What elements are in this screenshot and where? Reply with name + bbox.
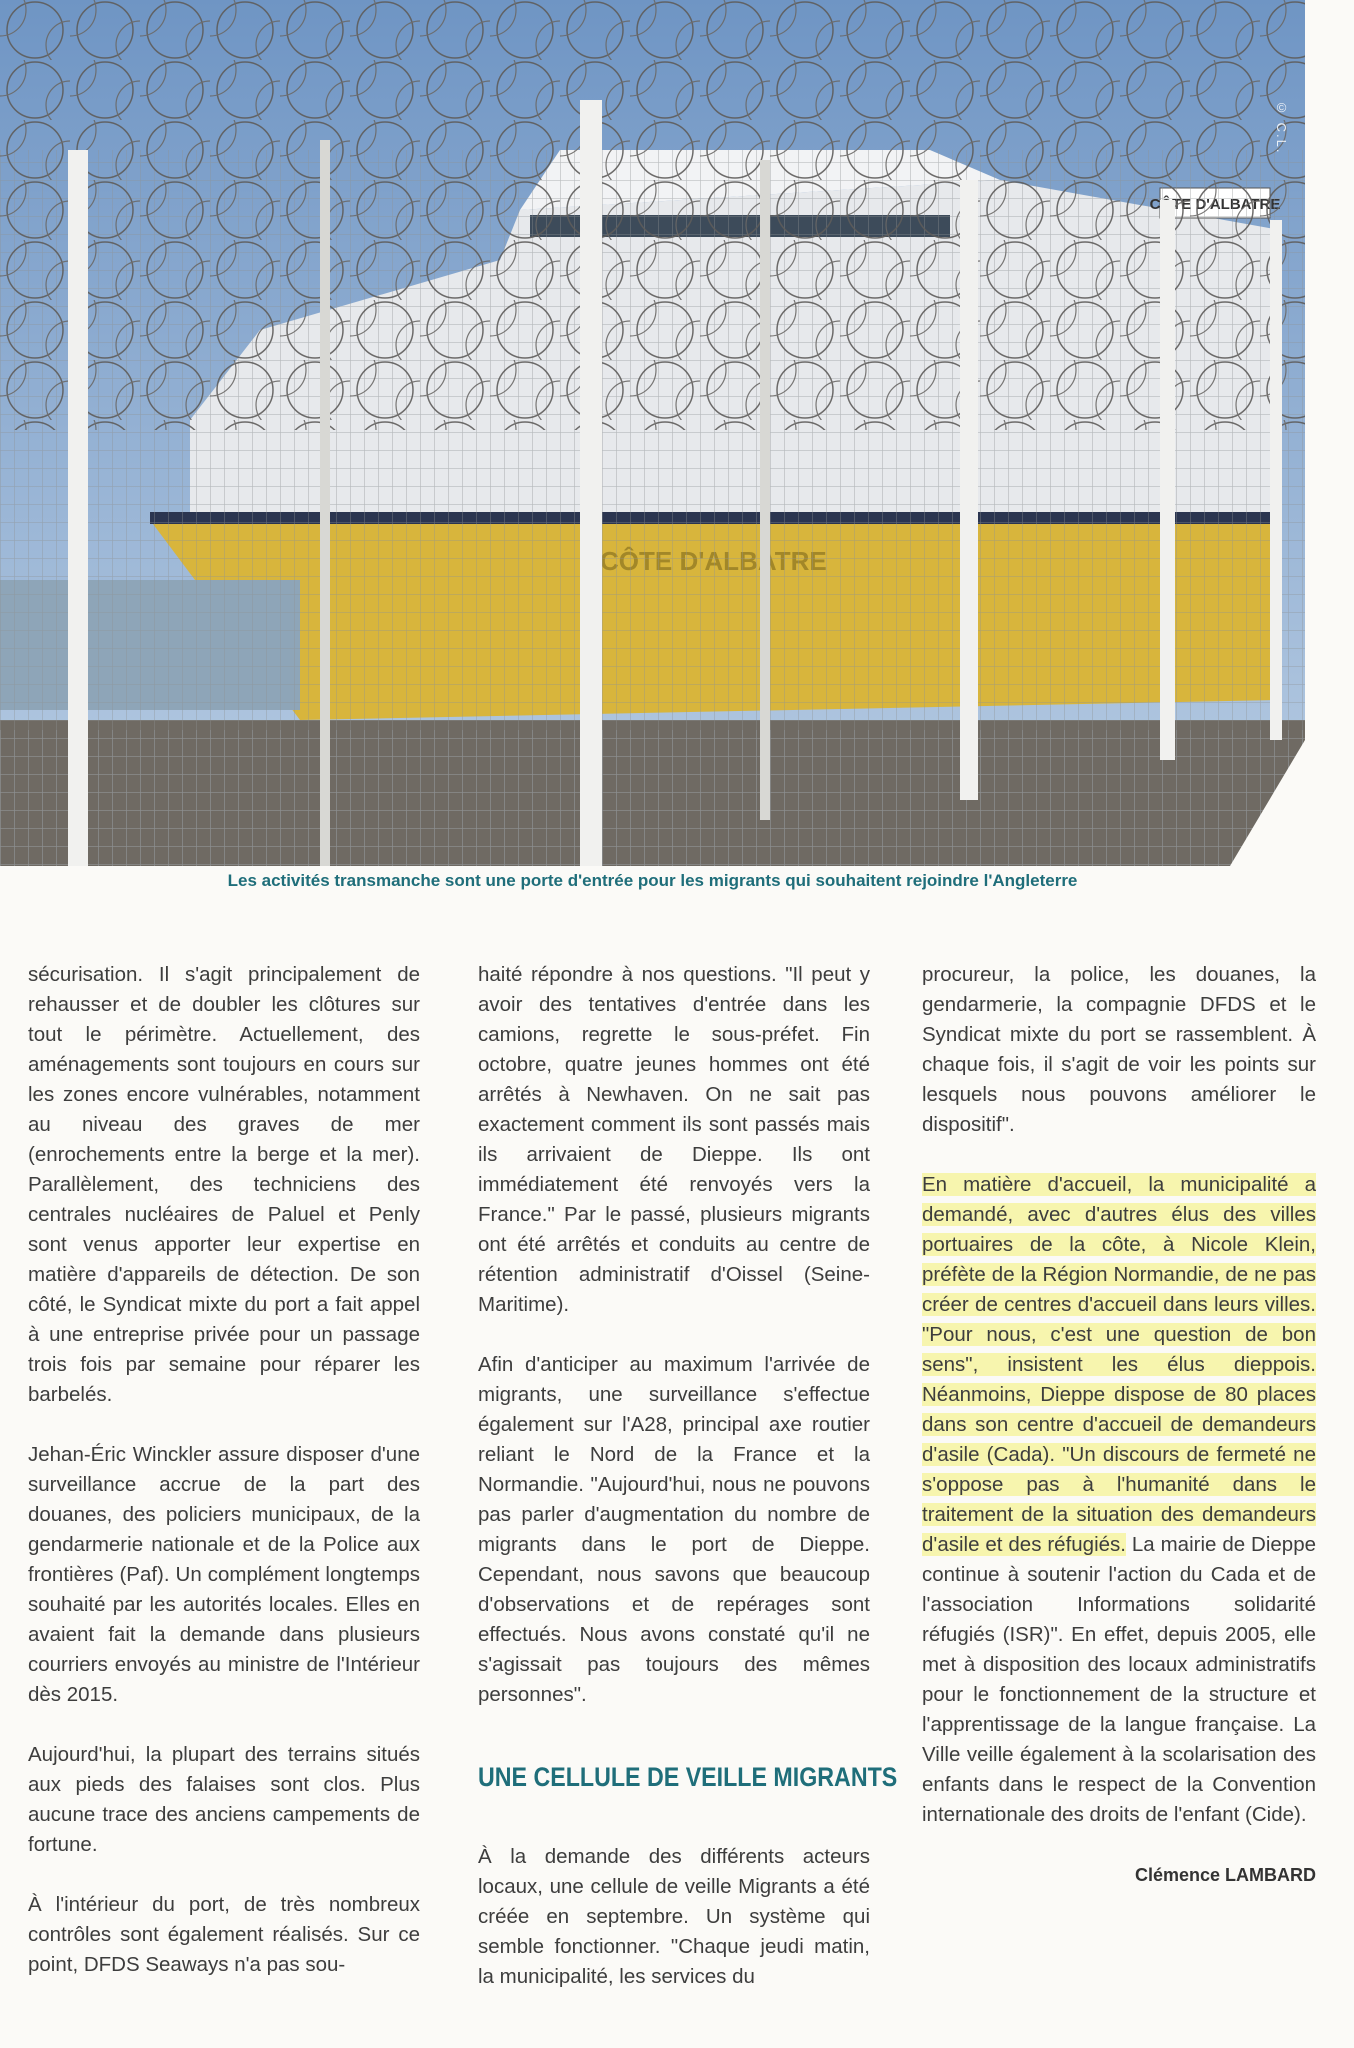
article-column-1 — [28, 960, 420, 2010]
paragraph: sécurisation. Il s'agit principalement de rehausser et de doubler les clôtures sur tout le périmètre. Actuellement, des aménagements sont toujours en cours sur les zones encore vulnérables, notamment au niveau des graves de mer (enrochements entre la berge et la mer). Parallèlement, des techniciens des centrales nucléaires de Paluel et Penly sont venus apporter leur expertise en matière d'appareils de détection. De son côté, le Syndicat mixte du port a fait appel à une entreprise privée pour un passage trois fois par semaine pour réparer les barbelés. — [28, 963, 420, 1406]
paragraph-text: La mairie de Dieppe continue à soutenir l'action du Cada et de l'association Informations solidarité réfugiés (ISR)". En effet, depuis 2005, elle met à disposition des locaux administratifs pour le fonctionnement de la structure et l'apprentissage de la langue française. La Ville veille également à la scolarisation des enfants dans le respect de la Convention internationale des droits de l'enfant (Cide). — [922, 1533, 1316, 1826]
paragraph: Aujourd'hui, la plupart des terrains situés aux pieds des falaises sont clos. Plus aucune trace des anciens campements de fortune. — [28, 1743, 420, 1856]
paragraph: À l'intérieur du port, de très nombreux contrôles sont également réalisés. Sur ce point, DFDS Seaways n'a pas sou- — [28, 1893, 420, 1976]
paragraph: Jehan-Éric Winckler assure disposer d'une surveillance accrue de la part des douanes, des policiers municipaux, de la gendarmerie nationale et de la Police aux frontières (Paf). Un complément longtemps souhaité par les autorités locales. Elles en avaient fait la demande dans plusieurs courriers envoyés au ministre de l'Intérieur dès 2015. — [28, 1443, 420, 1706]
paragraph: procureur, la police, les douanes, la gendarmerie, la compagnie DFDS et le Syndicat mixte du port se rassemblent. À chaque fois, il s'agit de voir les points sur lesquels nous pouvons améliorer le dispositif". — [922, 963, 1316, 1136]
article-column-2 — [478, 960, 898, 2022]
article-photo — [0, 0, 1305, 866]
paragraph: À la demande des différents acteurs locaux, une cellule de veille Migrants a été créée en septembre. Un système qui semble fonctionner. "Chaque jeudi matin, la municipalité, les services du — [478, 1845, 870, 1988]
paragraph: Afin d'anticiper au maximum l'arrivée de migrants, une surveillance s'effectue également sur l'A28, principal axe routier reliant le Nord de la France et la Normandie. "Aujourd'hui, nous ne pouvons pas parler d'augmentation du nombre de migrants dans le port de Dieppe. Cependant, nous savons que beaucoup d'observations et de repérages sont effectués. Nous avons constaté qu'il ne s'agissait pas toujours des mêmes personnes". — [478, 1353, 870, 1706]
highlighted-text: En matière d'accueil, la municipalité a demandé, avec d'autres élus des villes portuaires de la côte, à Nicole Klein, préfète de la Région Normandie, de ne pas créer de centres d'accueil dans leurs villes. "Pour nous, c'est une question de bon sens", insistent les élus dieppois. Néanmoins, Dieppe dispose de 80 places dans son centre d'accueil de demandeurs d'asile (Cada). "Un discours de fermeté ne s'oppose pas à l'humanité dans le traitement de la situation des demandeurs d'asile et des réfugiés. — [922, 1173, 1316, 1556]
article-column-3 — [922, 960, 1316, 1890]
photo-ferry-fence — [0, 0, 1305, 866]
paragraph: haité répondre à nos questions. "Il peut y avoir des tentatives d'entrée dans les camions, regrette le sous-préfet. Fin octobre, quatre jeunes hommes ont été arrêtés à Newhaven. On ne sait pas exactement comment ils sont passés mais ils arrivaient de Dieppe. Ils ont immédiatement été renvoyés vers la France." Par le passé, plusieurs migrants ont été arrêtés et conduits au centre de rétention administratif d'Oissel (Seine-Maritime). — [478, 963, 870, 1316]
paragraph — [922, 1170, 1316, 1830]
section-heading: UNE CELLULE DE VEILLE MIGRANTS — [478, 1762, 898, 1792]
author-signature: Clémence LAMBARD — [1134, 1865, 1316, 1885]
photo-credit: © C.L. — [1274, 100, 1289, 155]
photo-caption: Les activités transmanche sont une porte d'entrée pour les migrants qui souhaitent rejoindre l'Angleterre — [227, 871, 1078, 890]
